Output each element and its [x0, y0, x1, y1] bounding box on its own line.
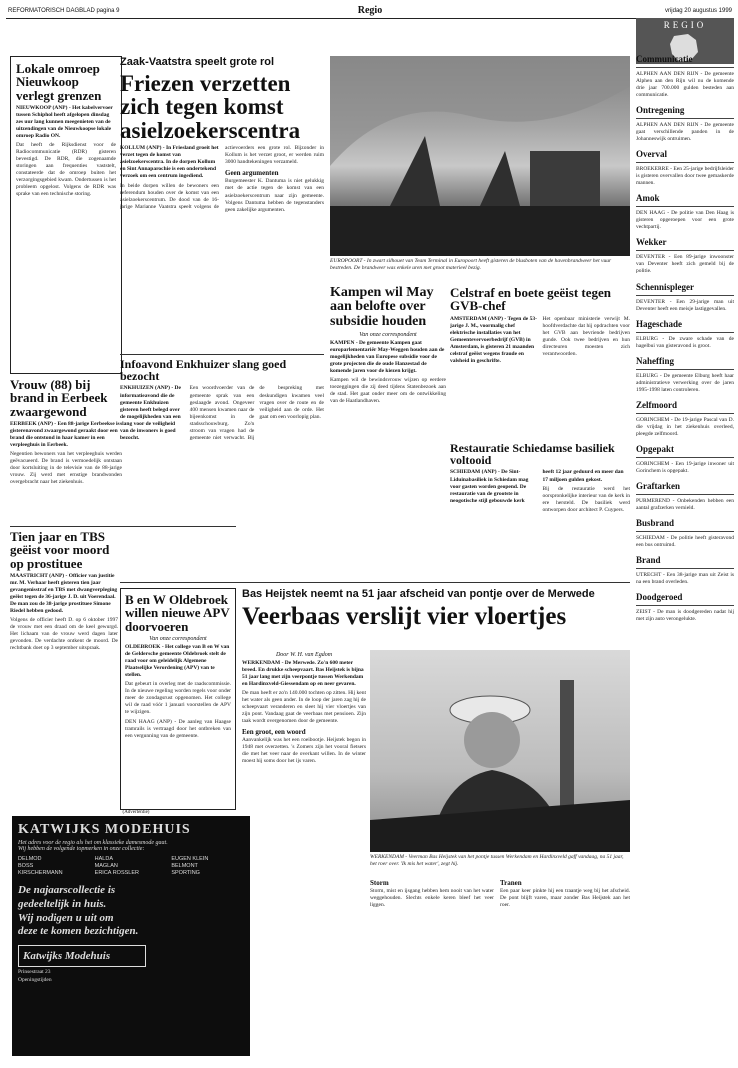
sidebar-brief-title: Graftarken — [636, 480, 680, 491]
lead-tbs: MAASTRICHT (ANP) - Officier van justitie mr. M. Verhaar heeft gisteren tien jaar gevangenisstraf en TBS met dwangverpleging geëist tegen de 36-jarige J. D. uit Voerendaal. De man zou de 38-jarige prostituee Simone Riedel hebben gedood. — [10, 572, 118, 614]
sidebar-brief-title: Amok — [636, 193, 660, 204]
divider — [636, 206, 734, 207]
ad-brand-item: ERICA ROSSLER — [94, 870, 139, 876]
sidebar-brief — [636, 282, 734, 313]
subhead-veerbaas-2: Storm — [370, 879, 389, 887]
ad-slogan-line: De najaarscollectie is — [18, 884, 116, 896]
headline-veerbaas: Veerbaas verslijt vier vloertjes — [242, 603, 567, 630]
sidebar-brief — [636, 518, 734, 549]
article-enkhuizen — [120, 358, 324, 580]
article-schiedam — [450, 442, 630, 574]
sidebar-brief — [636, 592, 734, 623]
ad-brand-item: HALDA — [94, 856, 113, 862]
body2-friezen: Burgemeester K. Dantuma is niet gelukkig met de actie tegen de komst van een asielzoekerscentrum naar zijn gemeente. Volgens Dantuma hebben de tegenstanders geen zakelijke argumenten. — [225, 178, 324, 213]
lead-veerbaas: WERKENDAM - De Merwede. Zo'n 600 meter breed. En drukke scheepvaart. Bas Heijstek is bijna 51 jaar lang met zijn veerpontje tussen Werkendam en Hardinxveld-Giessendam op en neer gevaren. — [242, 660, 364, 688]
headline-tbs: Tien jaar en TBS geëist voor moord op prostituee — [10, 530, 110, 571]
body-omroep: Dat heeft de Rijksdienst voor de Radiocommunicatie (RDR) gisteren bevestigd. De RDR, die zogenaamde storingen aan frequenties vaststelt, constateerde dat de omroep buiten het verzorgingsgebied kwam. Ondertussen is het probleem opgelost. Volgens de RDR was sprake van een technische storing. — [16, 141, 116, 198]
ad-brand-item: BOSS — [18, 863, 34, 869]
masthead — [6, 4, 734, 19]
ad-slogan — [12, 876, 250, 939]
body-tbs: Volgens de officier heeft D. op 6 oktober 1997 de vrouw met een draad om de keel gewurgd. Het lichaam van de vrouw werd dagen later gevonden. De verdachte ontkent de moord. De rechtbank doet op 3 september uitspraak. — [10, 616, 118, 652]
sidebar-brief — [636, 400, 734, 438]
divider — [636, 162, 734, 163]
divider — [120, 582, 630, 583]
ad-brand-item: BELMONT — [171, 863, 198, 869]
lead-enkhuizen: ENKHUIZEN (ANP) - De informatieavond die de gemeente Enkhuizen gisteren heeft belegd over de mogelijkheden van een slang voor de veiligheid van de inwoners is goed bezocht. — [120, 385, 181, 441]
sidebar-brief-title: Naheffing — [636, 355, 674, 366]
sidebar-brief-text: BROEKERRE - Een 25-jarige bedrijfsleider is gisteren overvallen door twee gemaskerde mannen. — [636, 166, 734, 187]
headline-enkhuizen: Infoavond Enkhuizer slang goed bezocht — [120, 358, 287, 384]
sidebar-brief-text: DEVENTER - Een 89-jarige inwoonster van Deventer heeft zich gemeld bij de politie. — [636, 254, 734, 275]
article-celstraf — [450, 286, 630, 438]
sidebar-brief-title: Brand — [636, 555, 661, 565]
ad-brand-item: EUGEN KLEIN — [171, 856, 209, 862]
sidebar-brief — [636, 54, 734, 99]
sidebar-brief — [636, 356, 734, 394]
body4-veerbaas: Een paar keer pinkte hij een traantje weg bij het afscheid. De pont blijft varen, maar zonder Bas Heijstek aan het roer. — [500, 888, 630, 909]
newspaper-page — [6, 4, 734, 1064]
divider — [636, 568, 734, 569]
headline-schiedam: Restauratie Schiedamse basiliek voltooid — [450, 442, 615, 468]
sidebar-brief-text: ELBURG - De zware schade van de hagelbui van gisteravond is groot. — [636, 335, 734, 349]
byline-oldebroek: Van onze correspondent — [149, 635, 207, 642]
section-title: Regio — [357, 5, 383, 16]
subhead-veerbaas-3: Tranen — [500, 879, 522, 887]
sidebar-logo-text: REGIO — [663, 20, 707, 30]
ad-slogan-line: deze te komen bezichtigen. — [18, 925, 139, 938]
divider — [636, 295, 734, 296]
sidebar-brief — [636, 319, 734, 350]
divider — [636, 413, 734, 414]
ad-brand-item: SPORTING — [171, 870, 200, 876]
article-friezen — [120, 56, 324, 352]
masthead-date: vrijdag 20 augustus 1999 — [664, 8, 732, 14]
divider — [636, 531, 734, 532]
article-kampen — [330, 286, 446, 550]
body-celstraf: Het openbaar ministerie verwijt M. hoofdverdachte dat hij opdrachten voor het GVB aan bevriende bedrijven gunde. Ook twee bedrijven en hun directeuren moesten zich verantwoorden. — [542, 315, 630, 357]
sidebar-briefs — [636, 48, 734, 910]
divider — [636, 494, 734, 495]
body2-veerbaas: Aanvankelijk was het een roeibootje. Heijstek begon in 1948 met overzetten. 's Zomers zijn het vooral fietsers die met het veer naar de overkant willen. In de winter moest hij soms door het ijs varen. — [242, 737, 366, 765]
sidebar-brief-title: Doodgeroed — [636, 592, 683, 603]
subhead-friezen: Geen argumenten — [225, 169, 279, 178]
sidebar-brief-text: ZEIST - De man is doodgereden nadat hij met zijn auto verongelukte. — [636, 609, 734, 623]
sidebar-brief-title: Opgepakt — [636, 443, 675, 454]
kicker-friezen: Zaak-Vaatstra speelt grote rol — [120, 56, 275, 68]
ad-slogan-line: gedeeltelijk in huis. — [18, 897, 107, 910]
sidebar-brief-text: DEN HAAG - De politie van Den Haag is gisteren opgeroepen voor een grote vechtpartij. — [636, 210, 734, 231]
sidebar-brief-text: ALPHEN AAN DEN RIJN - De gemeente gaat verschillende panden in de Johanneswijk ontruimen. — [636, 122, 734, 143]
ad-address: Prinsestraat 23 — [18, 969, 51, 975]
article-veerbaas-col3 — [500, 876, 630, 1058]
sidebar-brief-text: GORINCHEM - De 19-jarige Pascal van D. die vrijdag in het ziekenhuis overleed, pleegde zelfmoord. — [636, 416, 734, 437]
ad-brand-item: DELMOD — [18, 856, 42, 862]
byline-veerbaas: Door W. H. van Egdom — [275, 652, 333, 658]
lead-vrouw: EERBEEK (ANP) - Een 88-jarige Eerbeekse is gisterenavond zwaargewond geraakt door een brand die ontstond in haar kamer in een verpleeghuis in Eerbeek. — [10, 420, 120, 448]
divider — [636, 250, 734, 251]
body-veerbaas: De man heeft er zo'n 140.000 tochten op zitten. Hij kent het water als geen ander. In de loop der jaren zag hij de scheepvaart veranderen en sleet hij vier vloertjes van zijn pont. Vandaag gaat de veerbaas met pensioen. Zijn taak wordt overgenomen door de gemeente. — [242, 690, 366, 725]
sidebar-brief — [636, 105, 734, 143]
body-vrouw: Negentien bewoners van het verpleeghuis werden geëvacueerd. De brand is vermoedelijk ontstaan door kortsluiting in de televisie van de 88-jarige vrouw. Zij werd met ernstige brandwonden overgebracht naar het ziekenhuis. — [10, 450, 122, 485]
caption-ferryman: WERKENDAM - Veerman Bas Heijstek van het pontje tussen Werkendam en Hardinxveld gaff vandaag, na 51 jaar, het roer over. 'Ik mis het water', zegt hij. — [370, 854, 624, 867]
lead-friezen: KOLLUM (ANP) - In Friesland groeit het verzet tegen de komst van asielzoekerscentra. In de dorpen Kollum en Sint Annaparochie is een ondertekend verzoek om een centrum ingediend. — [120, 145, 219, 180]
sidebar-brief-title: Ontregening — [636, 105, 685, 116]
lead-kampen: KAMPEN - De gemeente Kampen gaat europarlementariër May-Weggen houden aan de mogelijkheden van Europese subsidie voor de grote projecten die de oude Hanzestad de komende jaren voor de kiezen krijgt. — [330, 339, 445, 374]
divider — [636, 457, 734, 458]
divider — [636, 118, 734, 119]
lead-oldebroek: OLDEBROEK - Het college van B en W van de Geldersche gemeente Oldebroek stelt de raad voor om geleidelijk Algemene Plaatselijke Verordening (APV) van te stellen. — [125, 643, 230, 678]
body-oldebroek: Dat gebeurt in overleg met de raadscommissie. In de nieuwe regeling worden regels voor onder meer de zondagsrust opgenomen. Het college wil de raad vóór 1 januari voorstellen de APV te wijzigen. — [125, 680, 231, 716]
sidebar-brief — [636, 237, 734, 275]
sidebar-brief — [636, 149, 734, 187]
sidebar-brief-text: DEVENTER - Een 29-jarige man uit Deventer heeft een meisje lastiggevallen. — [636, 298, 734, 312]
lead-celstraf: AMSTERDAM (ANP) - Tegen de 53-jarige J. M., voormalig chef elektrische installaties van het Gemeentevervoerbedrijf (GVB) in Amsterdam, is gisteren 21 maanden celstraf geëist wegens fraude en valsheid in geschrifte. — [450, 315, 537, 364]
sidebar-brief-text: GORINCHEM - Een 19-jarige inwoner uit Gorinchem is opgepakt. — [636, 460, 734, 474]
divider — [636, 605, 734, 606]
photo-harbor-fire — [330, 56, 630, 256]
sidebar-brief — [636, 444, 734, 475]
divider — [636, 332, 734, 333]
sidebar-brief — [636, 555, 734, 586]
divider — [636, 369, 734, 370]
sidebar-brief-title: Communicatie — [636, 54, 693, 64]
byline-kampen: Van onze correspondent — [359, 331, 417, 338]
divider — [120, 354, 324, 355]
body2-oldebroek: DEN HAAG (ANP) - De aanleg van Haagse tramrails is vertraagd door het ontbreken van een vergunning van de gemeente. — [125, 719, 231, 740]
lead-schiedam: SCHIEDAM (ANP) - De Sint-Liduinabasiliek in Schiedam mag voor gasten worden geopend. De restauratie van de grootste in neogotische stijl gebouwde kerk heeft 12 jaar geduurd en meer dan 17 miljoen gulden gekost. — [450, 469, 624, 504]
article-oldebroek — [120, 588, 236, 810]
headline-oldebroek: B en W Oldebroek willen nieuwe APV doorvoeren — [125, 592, 230, 634]
ad-logo: Katwijks Modehuis — [18, 945, 146, 967]
kicker-veerbaas: Bas Heijstek neemt na 51 jaar afscheid van pontje over de Merwede — [242, 588, 595, 600]
article-veerbaas-header — [242, 588, 630, 646]
ad-tag: (Advertentie) — [122, 810, 150, 815]
ad-line1: Het adres voor de regio als het om klassieke damesmode gaat. — [18, 840, 168, 846]
sidebar-brief-text: UTRECHT - Een 38-jarige man uit Zeist is na een brand overleden. — [636, 572, 734, 586]
sidebar-brief-title: Overval — [636, 149, 667, 160]
photo-ferryman — [370, 650, 630, 852]
sidebar-brief-text: ALPHEN AAN DEN RIJN - De gemeente Alphen aan den Rijn wil nu de komende drie jaar 700.000 gulden besteden aan communicatie. — [636, 71, 734, 99]
headline-celstraf: Celstraf en boete geëist tegen GVB-chef — [450, 286, 611, 314]
sidebar-brief-title: Zelfmoord — [636, 399, 677, 410]
advertisement — [12, 816, 250, 1056]
article-veerbaas-col1 — [242, 650, 366, 1058]
body3-veerbaas: Storm, mist en ijsgang hebben hem nooit van het water weggehouden. Slechts enkele keren bleef het veer liggen. — [370, 888, 494, 909]
sidebar-brief-title: Busbrand — [636, 517, 675, 528]
body-enkhuizen: Een woordvoerder van de gemeente sprak van een geslaagde avond. Ongeveer 400 mensen kwamen naar de bijeenkomst in de stadsschouwburg. Zo'n stroom van vragen had de gemeente niet verwacht. Bij de bespreking met deskundigen kwamen veel vragen over de route en de veiligheid aan de orde. Het gaat om een voorlopig plan. — [189, 385, 324, 441]
caption-harbor: EUROPOORT - In zwart silhouet van Team Terminal in Europoort heeft gisteren de blusboten van de havenbrandweer het vuur bestreden. De brandweer was enkele uren met groot materieel bezig. — [330, 258, 612, 271]
article-veerbaas-col2 — [370, 876, 494, 1058]
ad-brand-list — [12, 856, 250, 876]
masthead-left: REFORMATORISCH DAGBLAD pagina 9 — [8, 8, 120, 14]
article-vrouw — [10, 378, 122, 522]
divider — [636, 67, 734, 68]
sidebar-brief-title: Schennispleger — [636, 281, 695, 292]
sidebar-brief-title: Hageschade — [636, 318, 682, 329]
ad-brand: KATWIJKS MODEHUIS — [18, 822, 191, 837]
body-schiedam: Bij de restauratie werd het oorspronkelijke interieur van de kerk in ere hersteld. De basiliek werd ontworpen door architect P. Cuypers. — [542, 485, 630, 513]
ad-line2: Wij hebben de volgende topmerken in onze collectie: — [18, 846, 145, 852]
ad-slogan-line: Wij nodigen u uit om — [18, 911, 114, 924]
sidebar-brief-title: Wekker — [636, 237, 667, 248]
ad-brand-item: MAGLAN — [94, 863, 118, 869]
headline-omroep: Lokale omroep Nieuwkoop verlegt grenzen — [16, 61, 102, 103]
lead-omroep: NIEUWKOOP (ANP) - Het kabelvervoer tussen Schiphol heeft afgelopen dinsdag zes uur lang kunnen meegenieten van de uitzendingen van de Nieuwkoopse lokale omroep Radio ON. — [16, 104, 113, 139]
headline-kampen: Kampen wil May aan belofte over subsidie houden — [330, 286, 434, 329]
body-kampen: Kampen wil de bewindsvrouw wijzen op eerdere toezeggingen die zij deed tijdens Statenbezoek aan de stad. Het gaat onder meer om de ontwikkeling van de Haatlandhaven. — [330, 376, 446, 405]
sidebar-brief — [636, 193, 734, 231]
headline-vrouw: Vrouw (88) bij brand in Eerbeek zwaargewond — [10, 378, 108, 419]
article-omroep — [10, 56, 122, 374]
sidebar-brief-text: ELBURG - De gemeente Elburg heeft haar administratieve verwerking over de jaren 1995-1998 laten controleren. — [636, 372, 734, 393]
sidebar-brief — [636, 481, 734, 512]
ad-hours-label: Openingstijden — [18, 977, 52, 983]
sidebar-brief-text: PURMEREND - Onbekenden hebben een aantal grafzerken vernield. — [636, 497, 734, 511]
ad-brand-item: KIRSCHERMANN — [18, 870, 63, 876]
subhead-veerbaas-1: Een groot, een woord — [242, 728, 306, 737]
headline-friezen: Friezen verzetten zich tegen komst asielzoekerscentra — [120, 71, 301, 143]
article-tbs — [10, 530, 118, 810]
body-friezen: In beide dorpen willen de bewoners een referendum houden over de komst van een asielzoekerscentrum. De dood van de 16-jarige Marianne Vaatstra speelt volgens de actievoerders een grote rol. Bijzonder in Kollum is het verzet groot, er werden ruim 3000 handtekeningen verzameld. — [120, 145, 324, 210]
sidebar-brief-text: SCHIEDAM - De politie heeft gisteravond een bus ontruimd. — [636, 534, 734, 548]
